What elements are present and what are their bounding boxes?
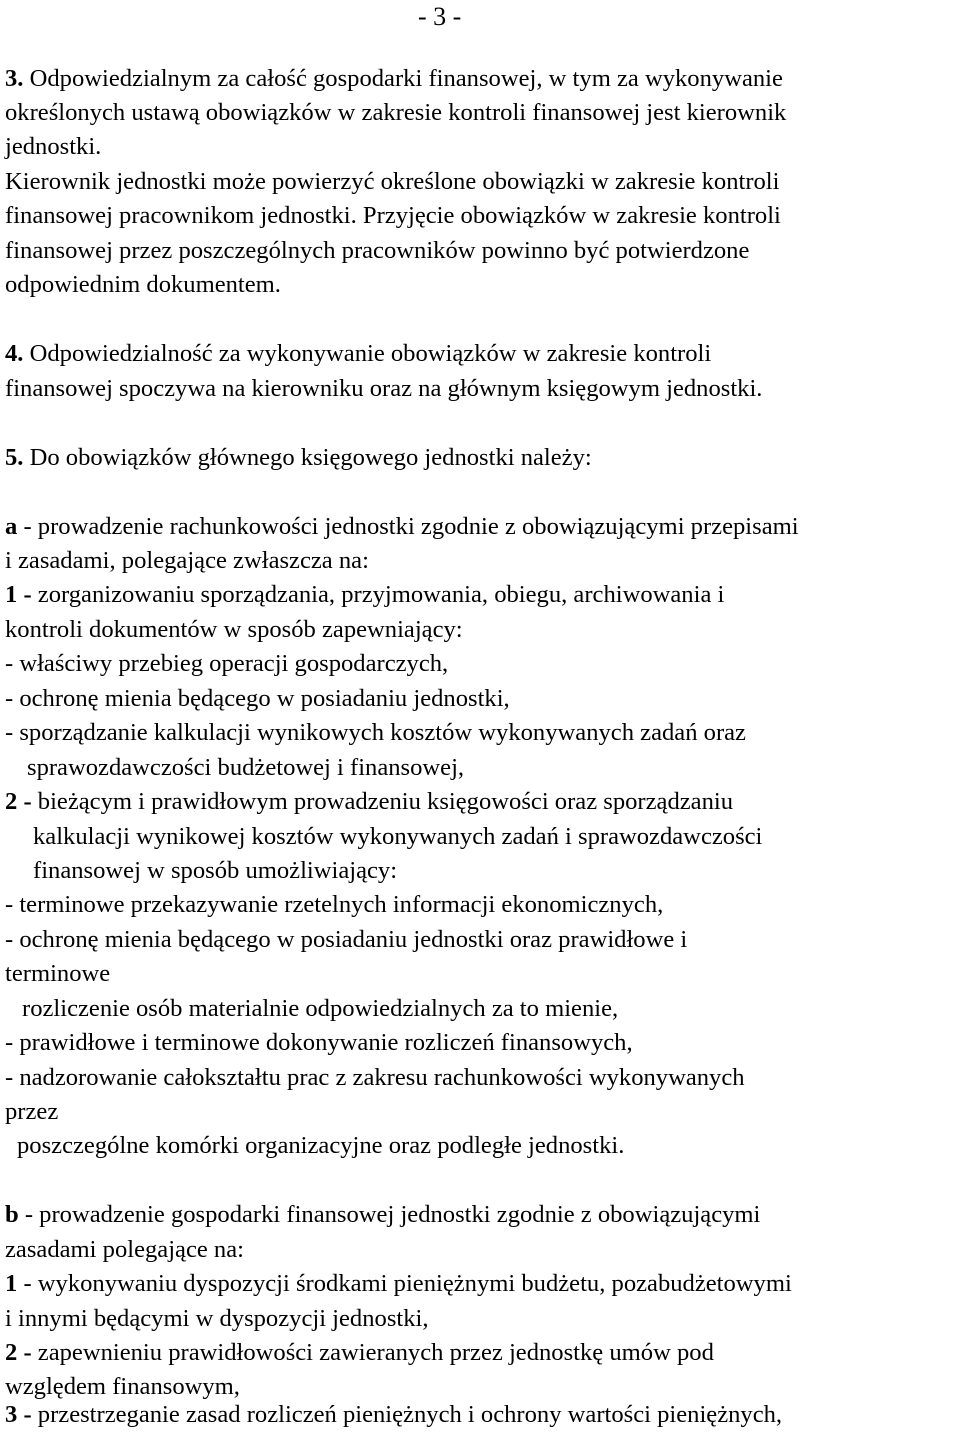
section-a-item-2-dash-3: - prawidłowe i terminowe dokonywanie rozliczeń finansowych, xyxy=(5,1029,633,1056)
section-a-item-2-dash-2-line-3: rozliczenie osób materialnie odpowiedzialnych za to mienie, xyxy=(22,995,619,1022)
section-b-line-1 xyxy=(5,1200,760,1230)
section-a-letter: a xyxy=(5,513,18,540)
section-a-item-2-dash-2-line-2: terminowe xyxy=(5,960,111,987)
paragraph-3-line-6: finansowej przez poszczególnych pracowników powinno być potwierdzone xyxy=(5,237,750,264)
section-b-item-1-line-2: i innymi będącymi w dyspozycji jednostki, xyxy=(5,1305,429,1332)
paragraph-3-line-4: Kierownik jednostki może powierzyć określone obowiązki w zakresie kontroli xyxy=(5,168,780,195)
section-a-item-2-text: bieżącym i prawidłowym prowadzeniu księgowości oraz sporządzaniu xyxy=(31,788,734,815)
section-a-item-1-line-1 xyxy=(5,580,724,610)
section-b-item-3-number: 3 - xyxy=(5,1401,32,1428)
paragraph-3-line-3: jednostki. xyxy=(5,133,102,160)
section-a-item-2-dash-4-line-1: - nadzorowanie całokształtu prac z zakresu rachunkowości wykonywanych xyxy=(5,1064,745,1091)
section-b-item-2-line-1 xyxy=(5,1338,714,1368)
paragraph-3-line-5: finansowej pracownikom jednostki. Przyjęcie obowiązków w zakresie kontroli xyxy=(5,202,781,229)
paragraph-4-number: 4. xyxy=(5,340,24,367)
section-b-letter: b xyxy=(5,1201,19,1228)
section-b-item-1-line-1 xyxy=(5,1269,792,1299)
paragraph-3-line-2: określonych ustawą obowiązków w zakresie kontroli finansowej jest kierownik xyxy=(5,99,787,126)
section-b-item-3-text: przestrzeganie zasad rozliczeń pieniężnych i ochrony wartości pieniężnych, xyxy=(31,1401,783,1428)
section-a-item-2-line-2: kalkulacji wynikowej kosztów wykonywanych zadań i sprawozdawczości xyxy=(33,823,763,850)
section-b-item-1-text: - wykonywaniu dyspozycji środkami pieniężnymi budżetu, pozabudżetowymi xyxy=(17,1270,792,1297)
section-a-item-1-dash-1: - właściwy przebieg operacji gospodarczych, xyxy=(5,650,449,677)
paragraph-4-text: Odpowiedzialność za wykonywanie obowiązków w zakresie kontroli xyxy=(23,340,712,367)
section-b-item-2-text: zapewnieniu prawidłowości zawieranych przez jednostkę umów pod xyxy=(31,1339,714,1366)
paragraph-3-number: 3. xyxy=(5,65,24,92)
paragraph-4-line-2: finansowej spoczywa na kierowniku oraz na głównym księgowym jednostki. xyxy=(5,375,763,402)
section-a-item-2-dash-4-line-2: przez xyxy=(5,1098,59,1125)
section-a-item-2-line-3: finansowej w sposób umożliwiający: xyxy=(33,857,398,884)
paragraph-5-line-1 xyxy=(5,443,592,473)
section-a-item-2-dash-1: - terminowe przekazywanie rzetelnych informacji ekonomicznych, xyxy=(5,891,664,918)
section-a-item-1-text: zorganizowaniu sporządzania, przyjmowania, obiegu, archiwowania i xyxy=(31,581,725,608)
section-a-item-2-dash-2-line-1: - ochronę mienia będącego w posiadaniu jednostki oraz prawidłowe i xyxy=(5,926,688,953)
paragraph-3-line-7: odpowiednim dokumentem. xyxy=(5,271,281,298)
section-b-item-3-line-1 xyxy=(5,1400,782,1430)
section-a-line-1 xyxy=(5,512,799,542)
section-a-item-2-line-1 xyxy=(5,787,733,817)
section-a-item-1-dash-3-line-1: - sporządzanie kalkulacji wynikowych kosztów wykonywanych zadań oraz xyxy=(5,719,746,746)
section-a-item-2-dash-4-line-3: poszczególne komórki organizacyjne oraz podległe jednostki. xyxy=(17,1132,625,1159)
section-a-item-2-number: 2 - xyxy=(5,788,32,815)
section-b-line-2: zasadami polegające na: xyxy=(5,1236,244,1263)
section-a-item-1-dash-2: - ochronę mienia będącego w posiadaniu jednostki, xyxy=(5,685,510,712)
paragraph-4-line-1 xyxy=(5,339,711,369)
paragraph-5-number: 5. xyxy=(5,444,24,471)
section-b-item-2-number: 2 - xyxy=(5,1339,32,1366)
section-b-item-1-number: 1 xyxy=(5,1270,18,1297)
section-a-item-1-number: 1 - xyxy=(5,581,32,608)
section-a-line-2: i zasadami, polegające zwłaszcza na: xyxy=(5,547,369,574)
paragraph-3-text: Odpowiedzialnym za całość gospodarki finansowej, w tym za wykonywanie xyxy=(23,65,783,92)
section-b-item-2-line-2: względem finansowym, xyxy=(5,1373,240,1400)
section-b-text: - prowadzenie gospodarki finansowej jednostki zgodnie z obowiązującymi xyxy=(18,1201,761,1228)
paragraph-5-text: Do obowiązków głównego księgowego jednostki należy: xyxy=(23,444,592,471)
page-number: - 3 - xyxy=(418,2,462,31)
section-a-item-1-dash-3-line-2: sprawozdawczości budżetowej i finansowej, xyxy=(27,754,465,781)
section-a-item-1-line-2: kontroli dokumentów w sposób zapewniający: xyxy=(5,616,463,643)
paragraph-3-line-1 xyxy=(5,64,783,94)
section-a-text: - prowadzenie rachunkowości jednostki zgodnie z obowiązującymi przepisami xyxy=(17,513,799,540)
